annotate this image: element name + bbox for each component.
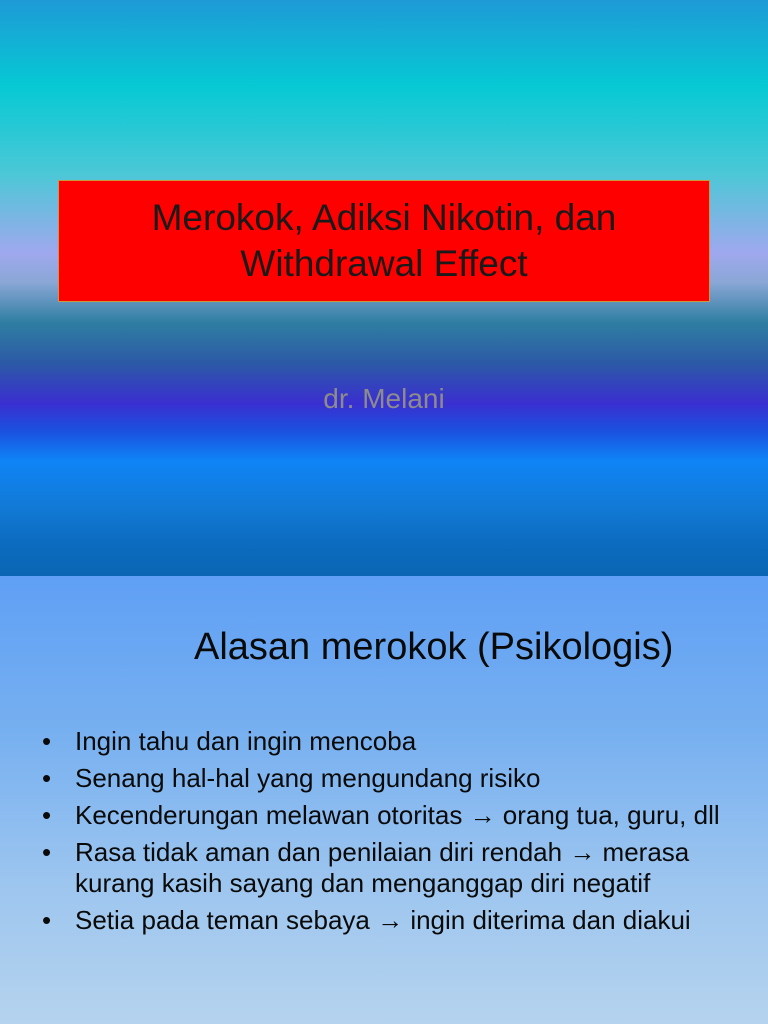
bullet-icon: • bbox=[42, 905, 52, 935]
bullet-item bbox=[42, 837, 722, 899]
bullet-item bbox=[42, 905, 722, 936]
bullet-item bbox=[42, 763, 722, 794]
bullet-icon: • bbox=[42, 837, 52, 867]
bullet-text: Rasa tidak aman dan penilaian diri rendah → merasa kurang kasih sayang dan menganggap diri negatif bbox=[75, 837, 690, 898]
bullet-item bbox=[42, 726, 722, 757]
content-slide bbox=[0, 576, 768, 1024]
content-slide-title: Alasan merokok (Psikologis) bbox=[194, 626, 674, 668]
bullet-text: Setia pada teman sebaya → ingin diterima dan diakui bbox=[75, 905, 691, 935]
title-box bbox=[58, 180, 710, 302]
bullet-text: Senang hal-hal yang mengundang risiko bbox=[75, 763, 541, 793]
bullet-list bbox=[42, 726, 722, 942]
bullet-icon: • bbox=[42, 763, 52, 793]
bullet-icon: • bbox=[42, 800, 52, 830]
bullet-text: Kecenderungan melawan otoritas → orang tua, guru, dll bbox=[75, 800, 720, 830]
bullet-icon: • bbox=[42, 726, 52, 756]
bullet-item bbox=[42, 800, 722, 831]
slide-title: Merokok, Adiksi Nikotin, dan Withdrawal Effect bbox=[151, 197, 617, 284]
slide-subtitle: dr. Melani bbox=[323, 383, 445, 414]
bullet-text: Ingin tahu dan ingin mencoba bbox=[75, 726, 417, 756]
